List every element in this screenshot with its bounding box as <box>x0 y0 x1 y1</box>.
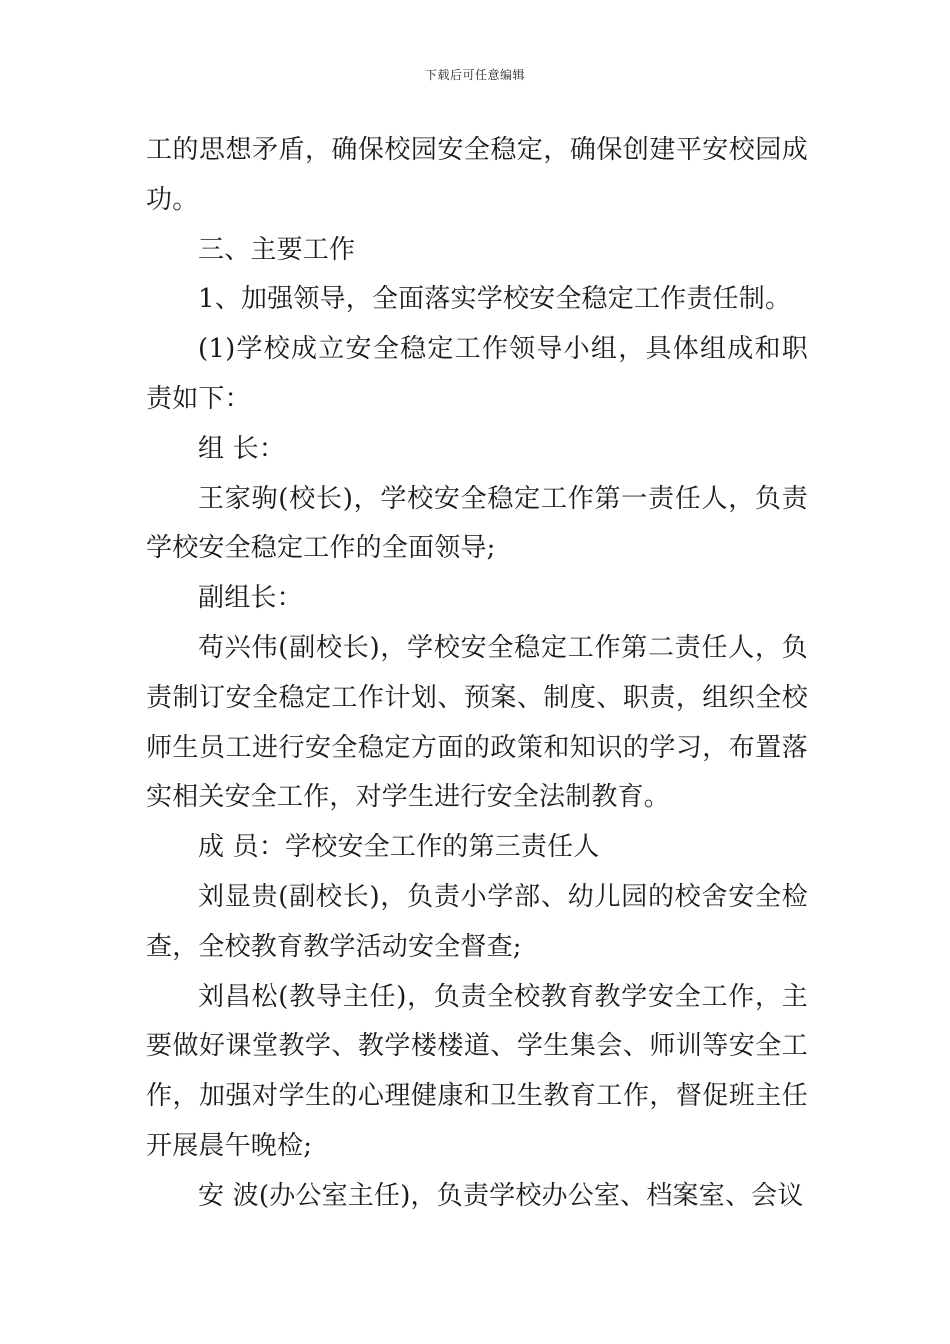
document-body <box>146 126 808 1222</box>
label-group-leader: 组 长： <box>198 433 286 464</box>
paragraph-1: 工的思想矛盾，确保校园安全稳定，确保创建平安校园成功。 <box>146 135 808 215</box>
page-header: 下载后可任意编辑 <box>424 68 525 82</box>
paragraph-strengthen-leadership: 1、加强领导，全面落实学校安全稳定工作责任制。 <box>198 284 792 315</box>
paragraph-member-liu-changsong: 刘昌松(教导主任)，负责全校教育教学安全工作，主要做好课堂教学、教学楼楼道、学生集会、师训等安全工作，加强对学生的心理健康和卫生教育工作，督促班主任开展晨午晚检; <box>146 981 808 1161</box>
label-deputy-leader: 副组长： <box>198 583 303 614</box>
paragraph-leading-group: (1)学校成立安全稳定工作领导小组，具体组成和职责如下： <box>146 334 808 414</box>
label-members: 成 员：学校安全工作的第三责任人 <box>198 832 600 863</box>
section-heading-main-work: 三、主要工作 <box>198 234 356 265</box>
paragraph-group-leader-duty: 王家驹(校长)，学校安全稳定工作第一责任人，负责学校安全稳定工作的全面领导; <box>146 483 808 564</box>
paragraph-deputy-leader-duty: 苟兴伟(副校长)，学校安全稳定工作第二责任人，负责制订安全稳定工作计划、预案、制度、职责，组织全校师生员工进行安全稳定方面的政策和知识的学习，布置落实相关安全工作，对学生进行安全法制教育。 <box>146 632 808 813</box>
paragraph-member-an-bo: 安 波(办公室主任)，负责学校办公室、档案室、会议 <box>198 1180 804 1211</box>
paragraph-member-liu-xiangui: 刘显贵(副校长)，负责小学部、幼儿园的校舍安全检查，全校教育教学活动安全督查; <box>146 881 808 962</box>
